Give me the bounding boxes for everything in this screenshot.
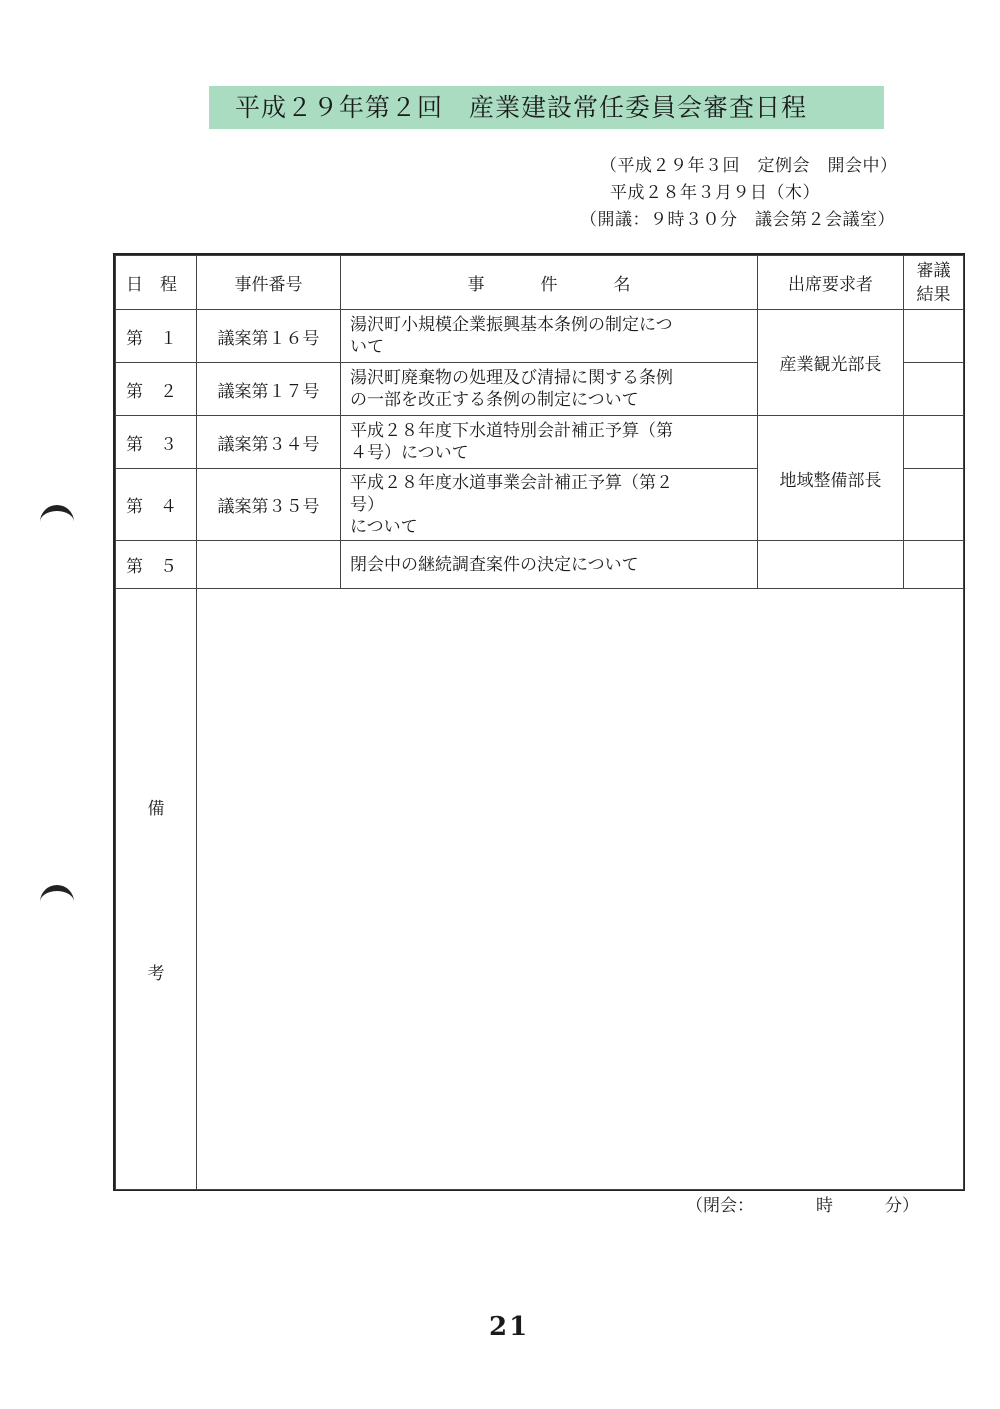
header-result: 審議 結果 <box>904 256 964 310</box>
page-number: 21 <box>489 1312 530 1342</box>
header-case-name: 事 件 名 <box>341 256 758 310</box>
row-day: 第 ４ <box>116 469 197 541</box>
header-schedule: 日 程 <box>116 256 197 310</box>
header-case-number: 事件番号 <box>197 256 341 310</box>
schedule-table <box>113 253 965 1191</box>
header-attendee: 出席要求者 <box>758 256 904 310</box>
result-cell <box>904 363 964 416</box>
notes-row <box>116 589 964 1190</box>
table-row <box>116 310 964 363</box>
table-header-row <box>116 256 964 310</box>
row-case-name: 湯沢町廃棄物の処理及び清掃に関する条例 の一部を改正する条例の制定について <box>341 363 758 416</box>
result-cell <box>904 541 964 589</box>
punch-hole-icon <box>40 885 74 913</box>
row-day: 第 ３ <box>116 416 197 469</box>
row-day: 第 １ <box>116 310 197 363</box>
attendee-cell <box>758 541 904 589</box>
row-case-name: 平成２８年度水道事業会計補正予算（第２ 号） について <box>341 469 758 541</box>
table-row <box>116 416 964 469</box>
row-case-name: 閉会中の継続調査案件の決定について <box>341 541 758 589</box>
notes-area <box>197 589 964 1190</box>
row-case-number: 議案第３５号 <box>197 469 341 541</box>
opening-info: （開議：９時３０分 議会第２会議室） <box>580 210 895 230</box>
notes-label: 備 考 <box>116 589 197 1190</box>
result-cell <box>904 416 964 469</box>
row-day: 第 ５ <box>116 541 197 589</box>
row-case-number: 議案第１６号 <box>197 310 341 363</box>
result-cell <box>904 469 964 541</box>
row-case-name: 平成２８年度下水道特別会計補正予算（第 ４号）について <box>341 416 758 469</box>
meeting-date: 平成２８年３月９日（木） <box>610 183 820 203</box>
row-case-number <box>197 541 341 589</box>
row-case-name: 湯沢町小規模企業振興基本条例の制定につ いて <box>341 310 758 363</box>
punch-hole-icon <box>40 505 74 533</box>
attendee-cell: 産業観光部長 <box>758 310 904 416</box>
row-case-number: 議案第１７号 <box>197 363 341 416</box>
result-cell <box>904 310 964 363</box>
table-row <box>116 541 964 589</box>
page-title: 平成２９年第２回 産業建設常任委員会審査日程 <box>209 86 884 129</box>
session-info: （平成２９年３回 定例会 開会中） <box>600 156 898 176</box>
attendee-cell: 地域整備部長 <box>758 416 904 541</box>
row-day: 第 ２ <box>116 363 197 416</box>
row-case-number: 議案第３４号 <box>197 416 341 469</box>
closing-time: （閉会： 時 分） <box>686 1196 919 1216</box>
